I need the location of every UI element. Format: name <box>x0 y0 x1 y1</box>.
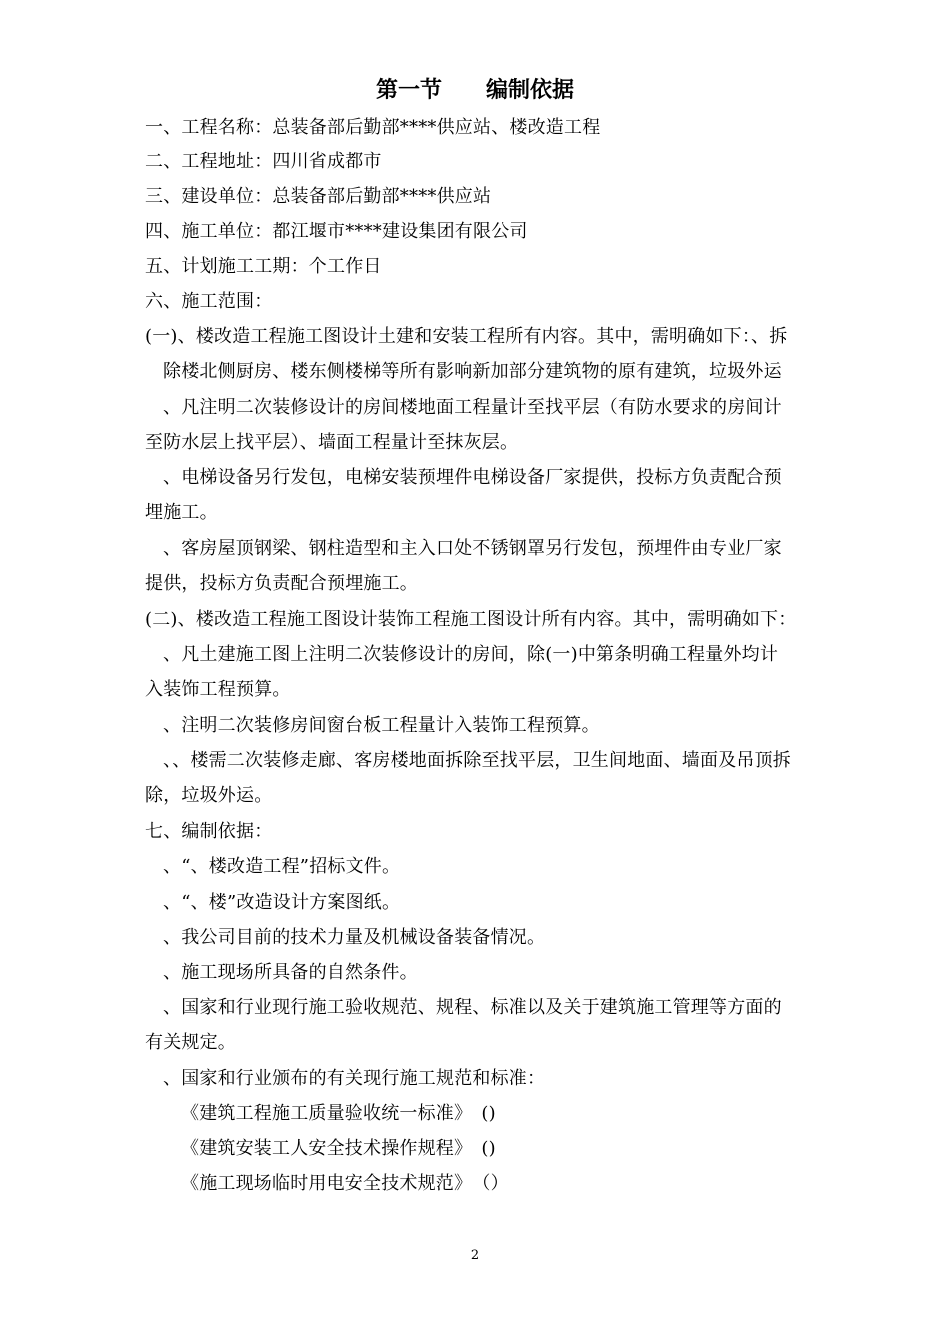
line-scope-1-item-cont: 至防水层上找平层）、墙面工程量计至抹灰层。 <box>145 432 519 453</box>
line-scope-2-item-3: 、、楼需二次装修走廊、客房楼地面拆除至找平层，卫生间地面、墙面及吊顶拆 <box>163 750 791 771</box>
line-elevator-cont: 埋施工。 <box>145 502 218 523</box>
line-scope-2: (二)、楼改造工程施工图设计装饰工程施工图设计所有内容。其中，需明确如下： <box>145 609 797 630</box>
line-elevator: 、电梯设备另行发包，电梯安装预埋件电梯设备厂家提供，投标方负责配合预 <box>163 467 782 488</box>
line-standard-3: 《施工现场临时用电安全技术规范》 （） <box>181 1173 509 1194</box>
line-owner: 三、建设单位：总装备部后勤部****供应站 <box>145 186 492 207</box>
line-basis-6: 、国家和行业颁布的有关现行施工规范和标准： <box>163 1068 546 1089</box>
line-basis-5: 、国家和行业现行施工验收规范、规程、标准以及关于建筑施工管理等方面的 <box>163 997 782 1018</box>
line-scope-2-item-1-cont: 入装饰工程预算。 <box>145 679 291 700</box>
line-schedule: 五、计划施工工期：个工作日 <box>145 256 382 277</box>
section-title: 第一节 编制依据 <box>375 78 574 103</box>
page-number: 2 <box>470 1248 480 1263</box>
line-scope-2-item-1: 、凡土建施工图上注明二次装修设计的房间，除(一)中第条明确工程量外均计 <box>163 644 779 665</box>
line-roof-steel-cont: 提供，投标方负责配合预埋施工。 <box>145 573 418 594</box>
line-standard-1: 《建筑工程施工质量验收统一标准》 () <box>181 1103 496 1124</box>
line-basis-heading: 七、编制依据： <box>145 821 273 842</box>
line-basis-3: 、我公司目前的技术力量及机械设备装备情况。 <box>163 927 546 948</box>
line-standard-2: 《建筑安装工人安全技术操作规程》 () <box>181 1138 496 1159</box>
line-basis-2: 、“、楼”改造设计方案图纸。 <box>163 892 401 913</box>
line-roof-steel: 、客房屋顶钢梁、钢柱造型和主入口处不锈钢罩另行发包，预埋件由专业厂家 <box>163 538 782 559</box>
line-basis-5-cont: 有关规定。 <box>145 1032 236 1053</box>
line-scope-1-cont: 除楼北侧厨房、楼东侧楼梯等所有影响新加部分建筑物的原有建筑，垃圾外运 <box>163 361 782 382</box>
line-scope-2-item-3-cont: 除，垃圾外运。 <box>145 785 273 806</box>
line-basis-1: 、“、楼改造工程”招标文件。 <box>163 856 401 877</box>
line-project-address: 二、工程地址：四川省成都市 <box>145 151 382 172</box>
line-contractor: 四、施工单位：都江堰市****建设集团有限公司 <box>145 221 528 242</box>
line-basis-4: 、施工现场所具备的自然条件。 <box>163 962 418 983</box>
line-project-name: 一、工程名称：总装备部后勤部****供应站、楼改造工程 <box>145 117 601 138</box>
line-scope-1: (一)、楼改造工程施工图设计土建和安装工程所有内容。其中，需明确如下：、拆 <box>145 326 788 347</box>
line-scope-2-item-2: 、注明二次装修房间窗台板工程量计入装饰工程预算。 <box>163 715 600 736</box>
line-scope-1-item: 、凡注明二次装修设计的房间楼地面工程量计至找平层（有防水要求的房间计 <box>163 397 782 418</box>
line-scope-heading: 六、施工范围： <box>145 291 273 312</box>
